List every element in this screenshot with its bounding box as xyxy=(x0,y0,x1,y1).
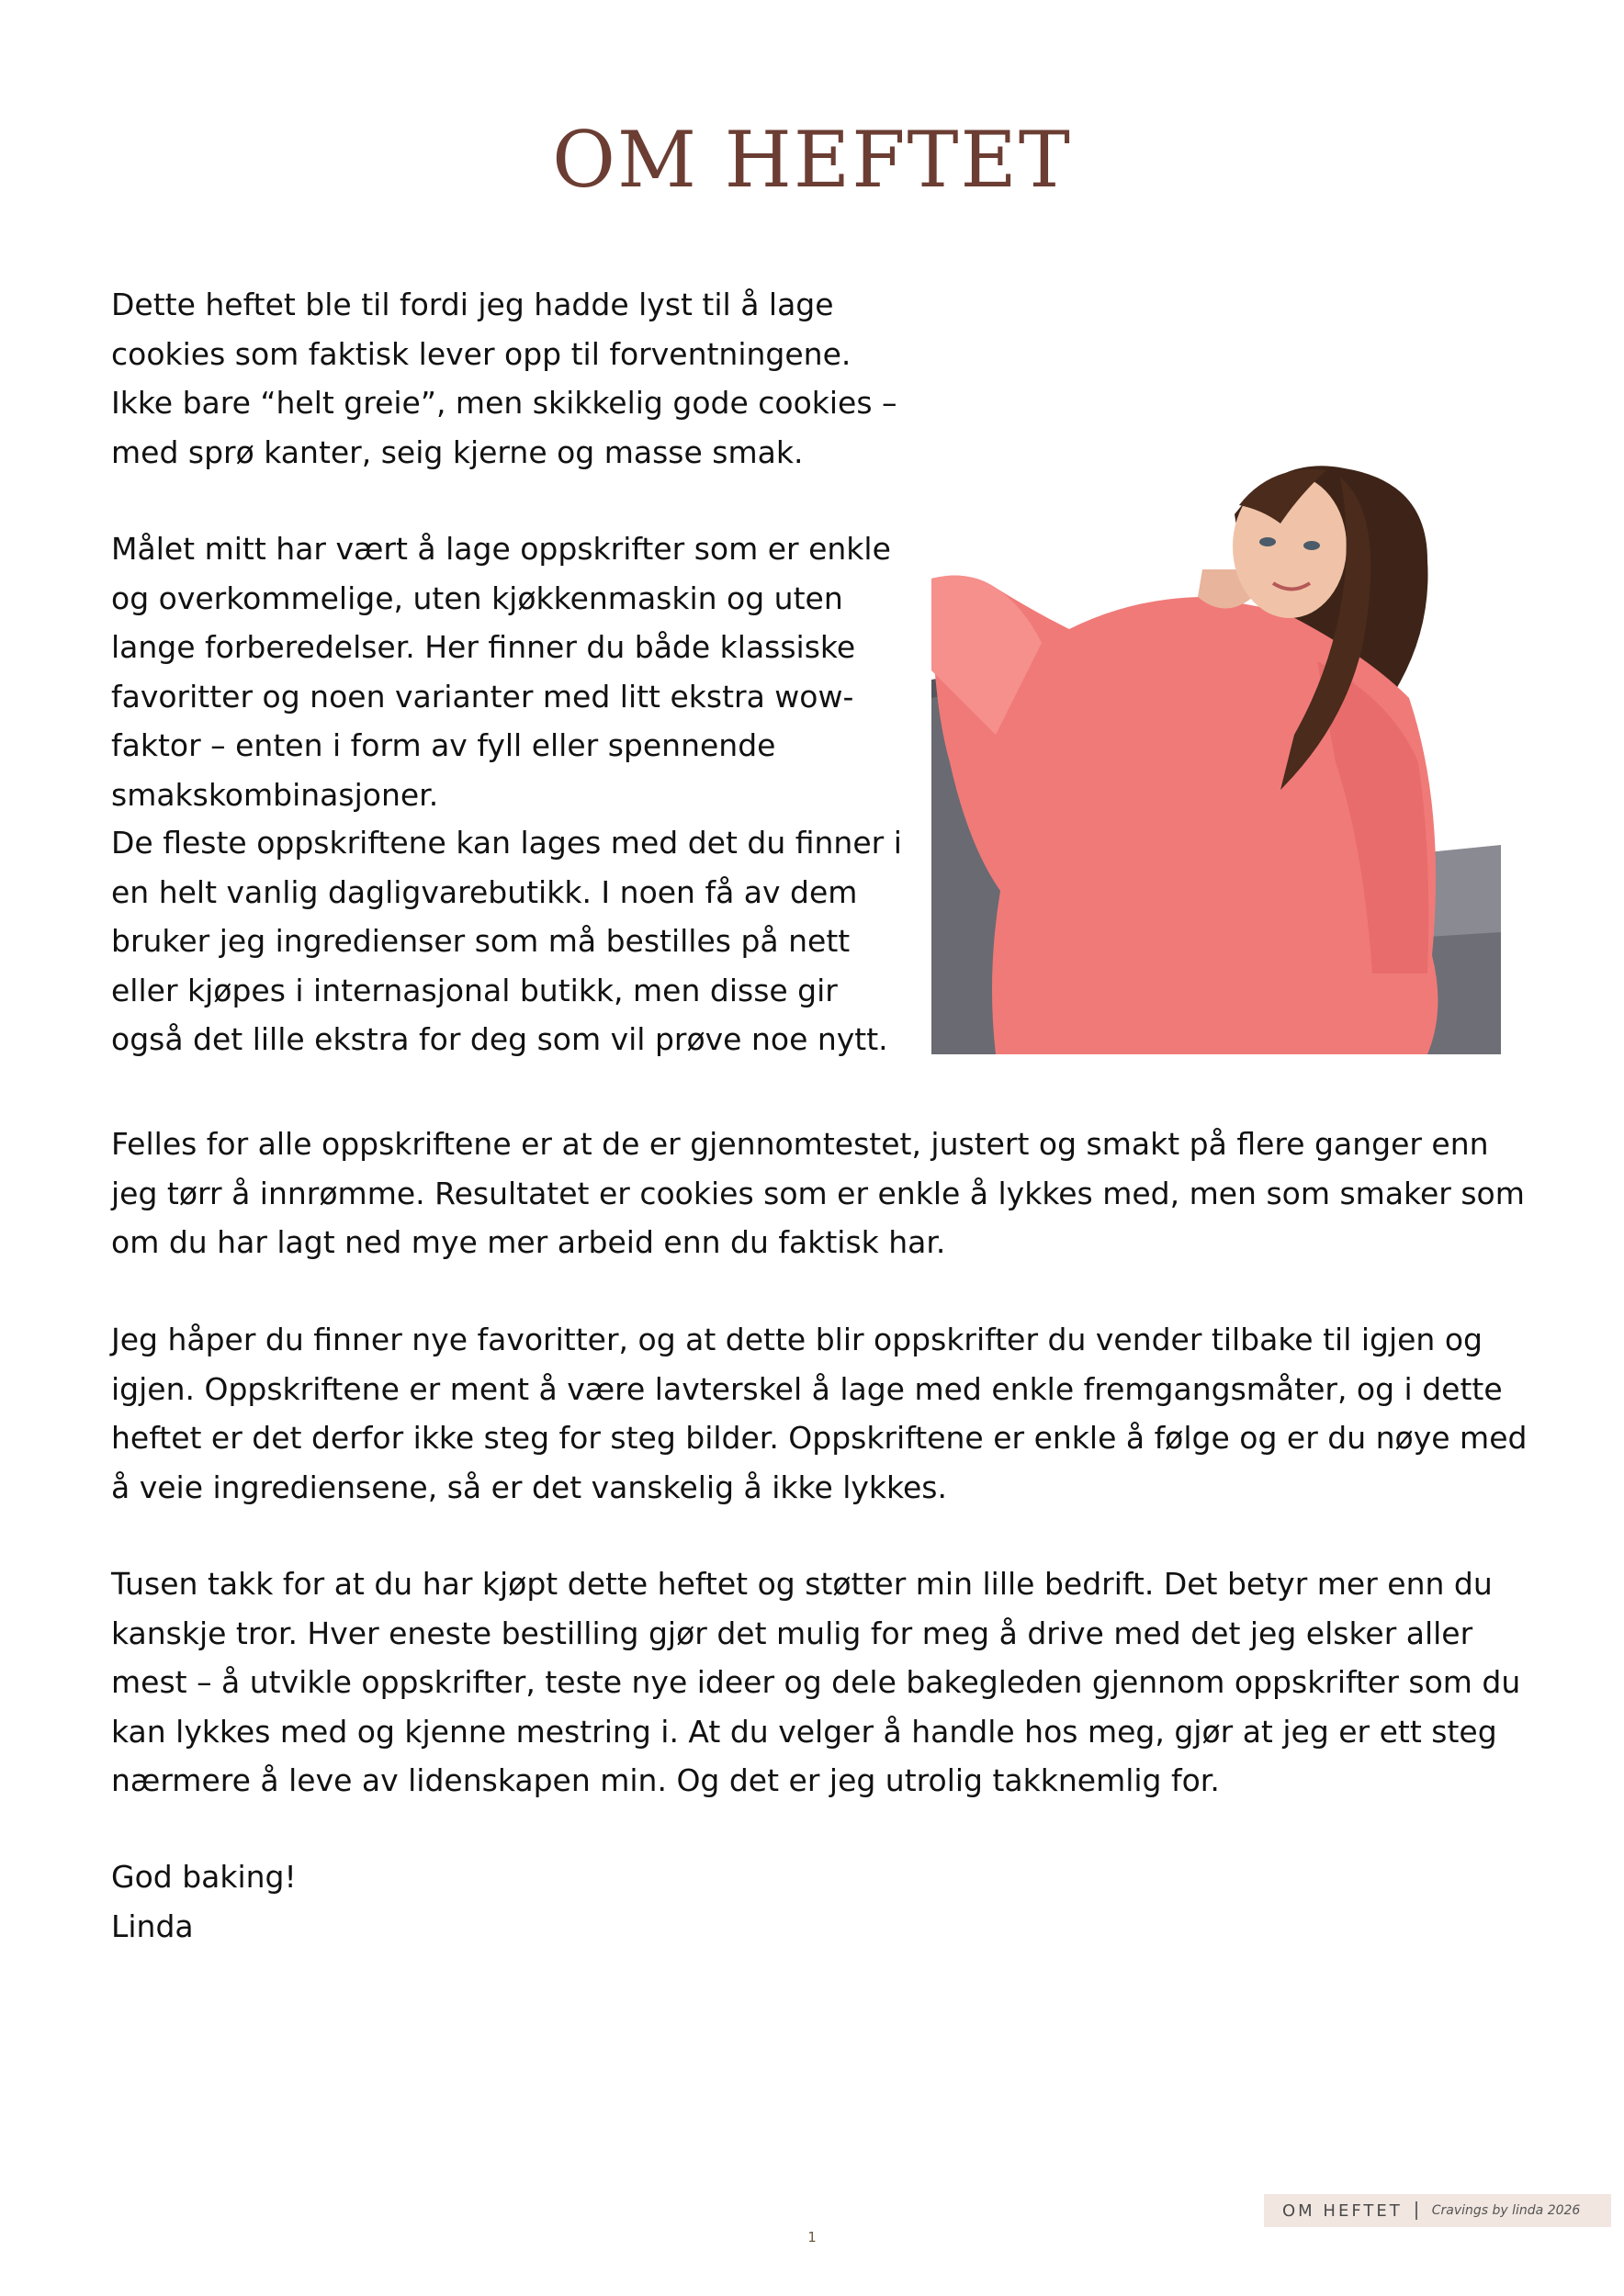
page-title: OM HEFTET xyxy=(552,115,1072,205)
signoff-name: Linda xyxy=(111,1908,194,1944)
body-paragraph: Jeg håper du finner nye favoritter, og at dette blir oppskrifter du vender tilbake til igjen og igjen. Oppskriftene er ment å være lavterskel å lage med enkle fremgangsmåter, og i dette heftet er det derfor ikke steg for steg bilder. Oppskriftene er enkle å følge og er du nøye med å veie ingrediensene, så er det vanskelig å ikke lykkes. xyxy=(111,1322,1528,1505)
intro-paragraph: Dette heftet ble til fordi jeg hadde lyst til å lage cookies som faktisk lever opp til forventningene. Ikke bare “helt greie”, men skikkelig gode cookies – med sprø kanter, seig kjerne og masse smak. xyxy=(111,287,897,470)
body-paragraph: Tusen takk for at du har kjøpt dette heftet og støtter min lille bedrift. Det betyr mer enn du kanskje tror. Hver eneste bestilling gjør det mulig for meg å drive med det jeg elsker aller mest – å utvikle oppskrifter, teste nye ideer og dele bakegleden gjennom oppskrifter som du kan lykkes med og kjenne mestring i. At du velger å handle hos meg, gjør at jeg er ett steg nærmere å leve av lidenskapen min. Og det er jeg utrolig takknemlig for. xyxy=(111,1566,1521,1798)
footer-divider xyxy=(1415,2201,1417,2220)
author-photo xyxy=(931,459,1501,1054)
page-number: 1 xyxy=(807,2229,817,2245)
footer-tag xyxy=(1264,2194,1611,2227)
footer-brand: Cravings by linda 2026 xyxy=(1431,2203,1581,2218)
intro-paragraph: Målet mitt har vært å lage oppskrifter som er enkle og overkommelige, uten kjøkkenmaskin og uten lange forberedelser. Her finner du både klassiske favoritter og noen varianter med litt ekstra wow-faktor – enten i form av fyll eller spennende smakskombinasjoner. xyxy=(111,531,891,813)
signoff xyxy=(111,1852,1544,1951)
body-paragraph: Felles for alle oppskriftene er at de er gjennomtestet, justert og smakt på flere ganger enn jeg tørr å innrømme. Resultatet er cookies som er enkle å lykkes med, men som smaker som om du har lagt ned mye mer arbeid enn du faktisk har. xyxy=(111,1126,1525,1260)
footer-section-label: OM HEFTET xyxy=(1282,2200,1403,2221)
intro-paragraph: De fleste oppskriftene kan lages med det du finner i en helt vanlig dagligvarebutikk. I noen få av dem bruker jeg ingredienser som må bestilles på nett eller kjøpes i internasjonal butikk, men disse gir også det lille ekstra for deg som vil prøve noe nytt. xyxy=(111,825,902,1057)
signoff-greeting: God baking! xyxy=(111,1859,297,1895)
